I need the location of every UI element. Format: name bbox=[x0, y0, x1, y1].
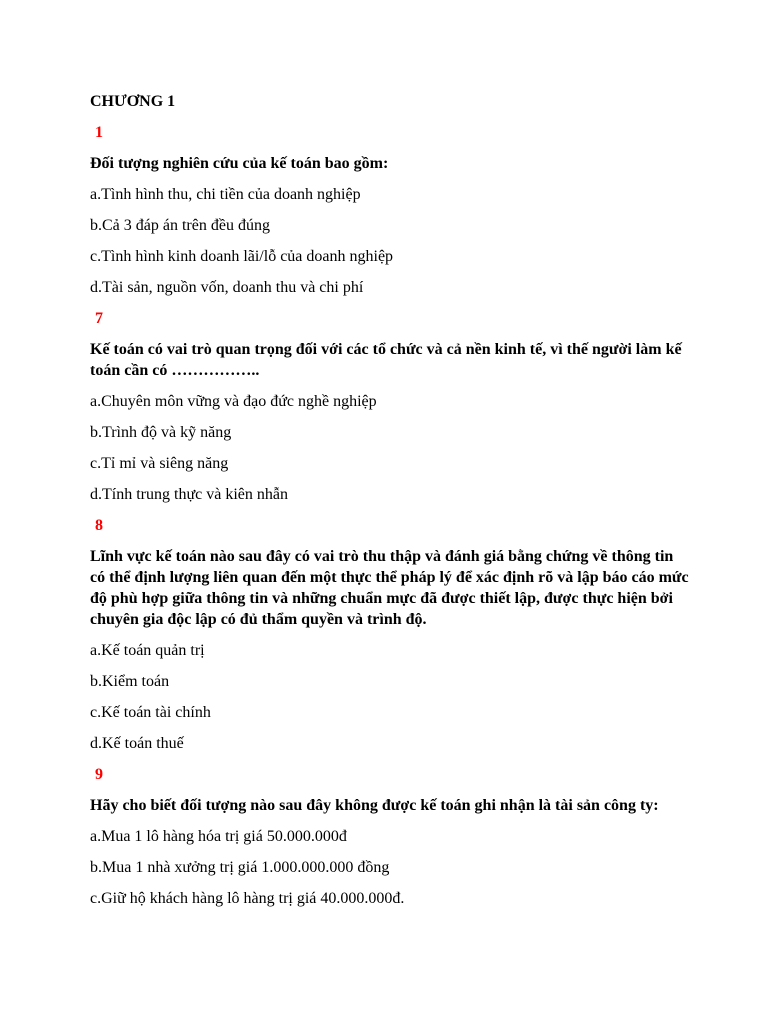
question-text: Đối tượng nghiên cứu của kế toán bao gồm: bbox=[90, 155, 389, 172]
answer-option: d.Tài sản, nguồn vốn, doanh thu và chi phí bbox=[90, 279, 364, 296]
question-text: Kế toán có vai trò quan trọng đối với các tổ chức và cả nền kinh tế, vì thế người làm kế toán cần có …………….. bbox=[90, 341, 682, 379]
answer-option: b.Cả 3 đáp án trên đều đúng bbox=[90, 217, 270, 234]
chapter-title: CHƯƠNG 1 bbox=[90, 93, 176, 110]
answer-option: a.Chuyên môn vững và đạo đức nghề nghiệp bbox=[90, 393, 377, 410]
answer-option: b.Kiểm toán bbox=[90, 673, 170, 690]
question-number: 7 bbox=[95, 310, 103, 327]
answer-option: b.Mua 1 nhà xưởng trị giá 1.000.000.000 đồng bbox=[90, 859, 390, 876]
question-number: 1 bbox=[95, 124, 103, 141]
question-text: Lĩnh vực kế toán nào sau đây có vai trò thu thập và đánh giá bằng chứng về thông tin có thể định lượng liên quan đến một thực thể pháp lý để xác định rõ và lập báo cáo mức độ phù hợp giữa thông tin và những chuẩn mực đã được thiết lập, được thực hiện bởi chuyên gia độc lập có đủ thẩm quyền và trình độ. bbox=[90, 548, 689, 628]
answer-option: a.Kế toán quản trị bbox=[90, 642, 205, 659]
question-number: 9 bbox=[95, 766, 103, 783]
answer-option: a.Mua 1 lô hàng hóa trị giá 50.000.000đ bbox=[90, 828, 347, 845]
question-text: Hãy cho biết đối tượng nào sau đây không được kế toán ghi nhận là tài sản công ty: bbox=[90, 797, 659, 814]
answer-option: c.Giữ hộ khách hàng lô hàng trị giá 40.000.000đ. bbox=[90, 890, 405, 907]
answer-option: c.Tình hình kinh doanh lãi/lỗ của doanh nghiệp bbox=[90, 248, 394, 265]
answer-option: b.Trình độ và kỹ năng bbox=[90, 424, 232, 441]
answer-option: d.Kế toán thuế bbox=[90, 735, 184, 752]
answer-option: d.Tính trung thực và kiên nhẫn bbox=[90, 486, 288, 503]
question-number: 8 bbox=[95, 517, 103, 534]
answer-option: c.Kế toán tài chính bbox=[90, 704, 211, 721]
document-page bbox=[90, 91, 690, 919]
answer-option: a.Tình hình thu, chi tiền của doanh nghiệp bbox=[90, 186, 361, 203]
answer-option: c.Tỉ mỉ và siêng năng bbox=[90, 455, 229, 472]
